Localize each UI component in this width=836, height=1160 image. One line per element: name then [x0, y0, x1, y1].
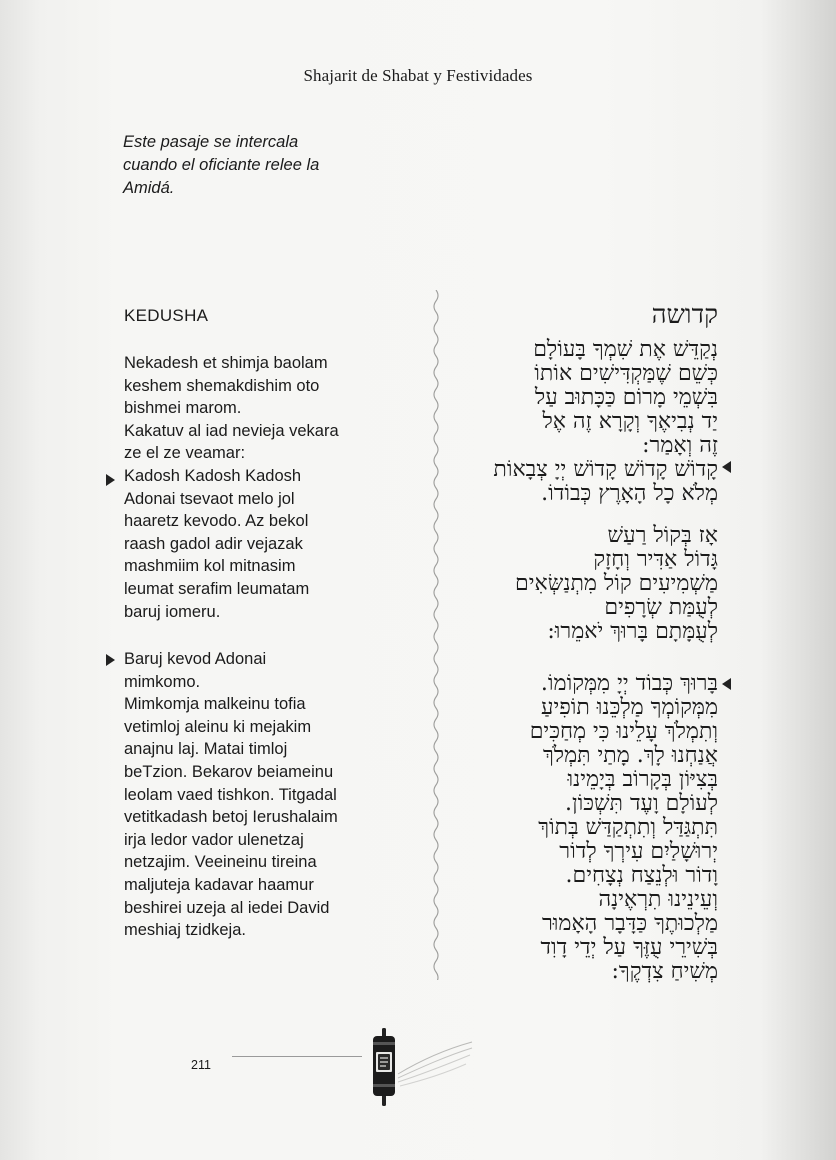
hebrew-block-1: [470, 338, 718, 506]
text-line: meshiaj tzidkeja.: [124, 921, 246, 940]
text-line: anajnu laj. Matai timloj: [124, 740, 288, 759]
text-line: irja ledor vador ulenetzaj: [124, 830, 304, 849]
hebrew-line: וְתִמְלֹךְ עָלֵינוּ כִּי מְחַכִּים: [529, 719, 718, 744]
wavy-divider: [426, 290, 446, 980]
hebrew-line: מַלְכוּתֶךָ כַּדָּבָר הָאָמוּר: [542, 911, 718, 936]
text-line: bishmei marom.: [124, 399, 242, 418]
hebrew-line: מְשִׁיחַ צִדְקֶךָ:: [611, 959, 718, 984]
hebrew-line: בְּצִיּוֹן בְּקָרוֹב בְּיָמֵינוּ: [567, 767, 718, 792]
hebrew-block-2: [470, 524, 718, 644]
text-line: haaretz kevodo. Az bekol: [124, 512, 309, 531]
hebrew-line: זֶה וְאָמַר:: [642, 433, 718, 458]
hebrew-line: תִּתְגַּדַּל וְתִתְקַדַּשׁ בְּתוֹךְ: [538, 815, 718, 840]
page-number: 211: [191, 1058, 211, 1072]
hebrew-line: נְקַדֵּשׁ אֶת שִׁמְךָ בָּעוֹלָם: [533, 337, 718, 362]
text-line: beTzion. Bekarov beiameinu: [124, 762, 334, 781]
footer-rule: [232, 1056, 362, 1057]
arrow-left-icon: [722, 678, 731, 690]
hebrew-line: אֲנַחְנוּ לָךְ. מָתַי תִּמְלֹךְ: [542, 743, 718, 768]
hebrew-line: גָּדוֹל אַדִּיר וְחָזָק: [593, 547, 718, 572]
section-title-spanish: KEDUSHA: [124, 306, 209, 325]
text-line: leumat serafim leumatam: [124, 579, 310, 598]
hebrew-line: וָדוֹר וּלְנֵצַח נְצָחִים.: [565, 863, 718, 888]
hebrew-line: מְלֹא כָל הָאָרֶץ כְּבוֹדוֹ.: [541, 481, 718, 506]
text-line: mimkomo.: [124, 672, 201, 691]
hebrew-line: יַד נְבִיאֶךָ וְקָרָא זֶה אֶל: [542, 409, 718, 434]
hebrew-line: וְעֵינֵינוּ תִרְאֶינָה: [598, 887, 718, 912]
intro-note: [123, 131, 373, 200]
text-line: keshem shemakdishim oto: [124, 376, 320, 395]
arrow-left-icon: [722, 461, 731, 473]
hebrew-line: בְּשִׁירֵי עֻזֶּךָ עַל יְדֵי דָוִד: [540, 935, 718, 960]
text-line: vetitkadash betoj Ierushalaim: [124, 808, 338, 827]
hebrew-line: אָז בְּקוֹל רַעַשׁ: [607, 523, 718, 548]
transliteration-block-1: [124, 352, 339, 623]
transliteration-block-2: [124, 648, 338, 942]
hebrew-line: לְעֻמַּת שְׂרָפִים: [604, 595, 718, 620]
torah-scroll-icon: [368, 1022, 478, 1112]
hebrew-block-3: [470, 672, 718, 984]
hebrew-line: כְּשֵׁם שֶׁמַּקְדִּישִׁים אוֹתוֹ: [534, 361, 718, 386]
hebrew-line: קָדוֹשׁ קָדוֹשׁ קָדוֹשׁ יְיָ צְבָאוֹת: [493, 457, 718, 482]
arrow-right-icon: [106, 474, 115, 486]
text-line: ze el ze veamar:: [124, 444, 246, 463]
hebrew-line: מַשְׁמִיעִים קוֹל מִתְנַשְּׂאִים: [515, 571, 718, 596]
section-title-hebrew: קדושה: [651, 300, 718, 330]
text-line: maljuteja kadavar haamur: [124, 875, 314, 894]
text-line: baruj iomeru.: [124, 602, 221, 621]
intro-line: cuando el oficiante relee la: [123, 156, 320, 174]
text-line: vetimloj aleinu ki mejakim: [124, 717, 312, 736]
arrow-right-icon: [106, 654, 115, 666]
hebrew-line: יְרוּשָׁלַיִם עִירְךָ לְדוֹר: [559, 839, 718, 864]
text-line: Baruj kevod Adonai: [124, 650, 267, 668]
hebrew-line: לְעוֹלָם וָעֶד תִּשְׁכּוֹן.: [564, 791, 718, 816]
text-line: Nekadesh et shimja baolam: [124, 354, 328, 372]
text-line: raash gadol adir vejazak: [124, 534, 303, 553]
text-line: Kakatuv al iad nevieja vekara: [124, 421, 339, 440]
text-line: mashmiim kol mitnasim: [124, 557, 296, 576]
hebrew-line: לְעֻמָּתָם בָּרוּךְ יֹאמֵרוּ:: [547, 619, 718, 644]
text-line: leolam vaed tishkon. Titgadal: [124, 785, 337, 804]
intro-line: Amidá.: [123, 179, 175, 197]
hebrew-line: בִּשְׁמֵי מָרוֹם כַּכָּתוּב עַל: [534, 385, 718, 410]
text-line: beshirei uzeja al iedei David: [124, 898, 330, 917]
page-header: Shajarit de Shabat y Festividades: [303, 66, 533, 85]
intro-line: Este pasaje se intercala: [123, 133, 299, 151]
text-line: Kadosh Kadosh Kadosh: [124, 466, 302, 485]
hebrew-line: בָּרוּךְ כְּבוֹד יְיָ מִמְּקוֹמוֹ.: [540, 671, 718, 696]
text-line: netzajim. Veeineinu tireina: [124, 853, 317, 872]
hebrew-line: מִמְּקוֹמְךָ מַלְכֵּנוּ תוֹפִיעַ: [541, 695, 718, 720]
text-line: Adonai tsevaot melo jol: [124, 489, 295, 508]
text-line: Mimkomja malkeinu tofia: [124, 695, 306, 714]
